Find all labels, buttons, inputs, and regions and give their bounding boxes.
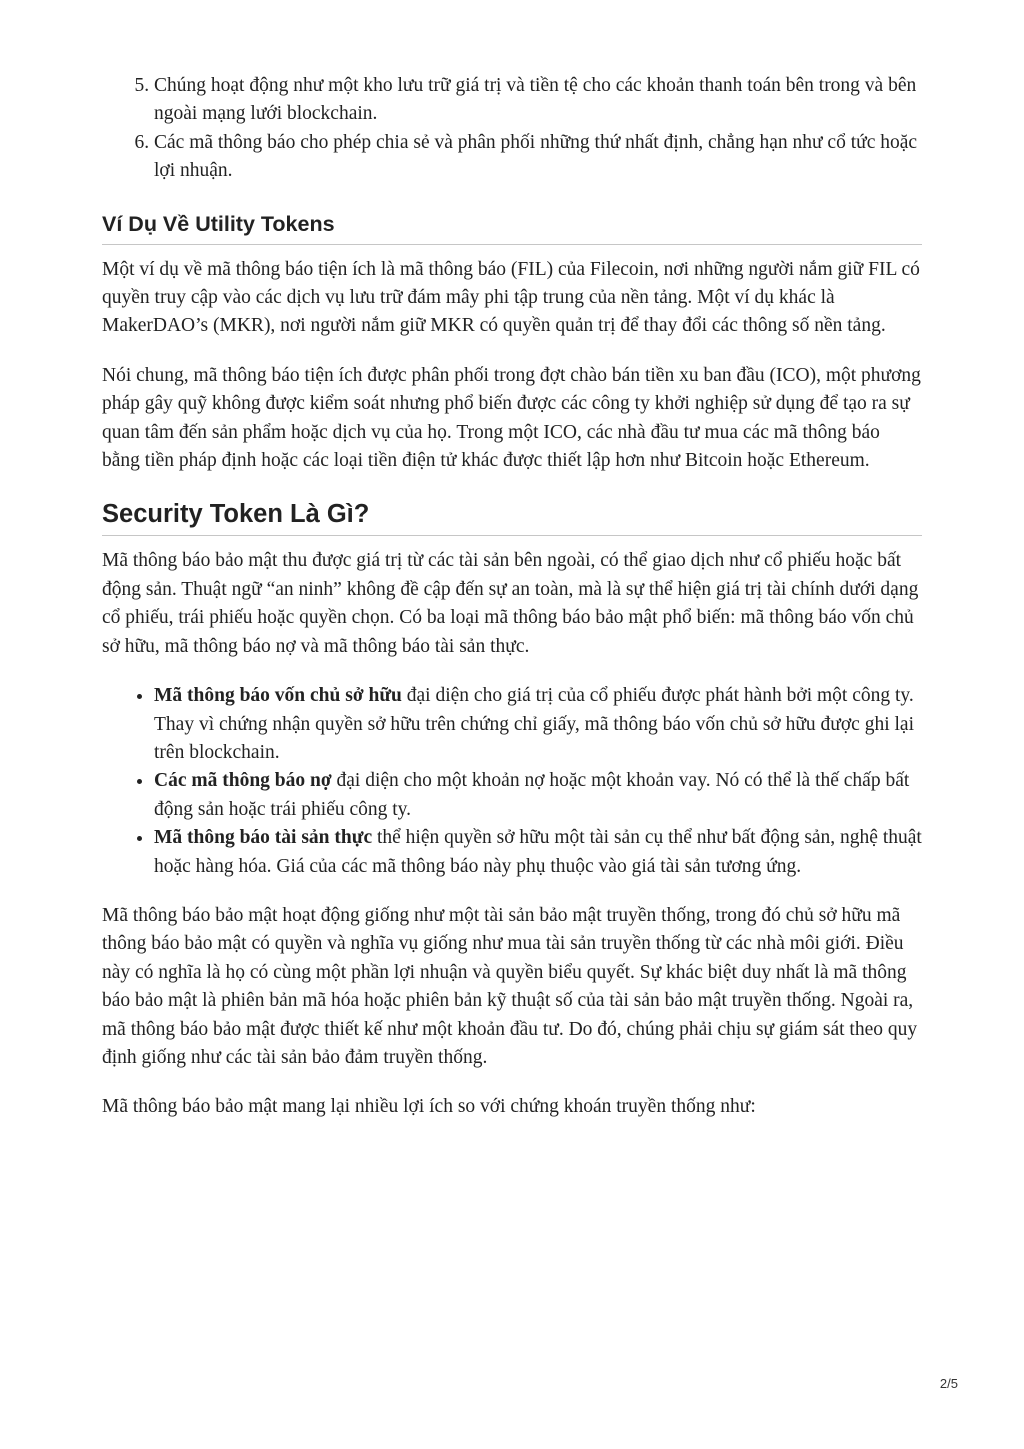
page-number: 2/5 [939,1376,958,1391]
list-item-debt [154,767,922,824]
heading-security-token: Security Token Là Gì? [102,497,922,536]
desc-real-asset: thể hiện quyền sở hữu một tài sản cụ thể như bất động sản, nghệ thuật hoặc hàng hóa. Giá của các mã thông báo này phụ thuộc vào giá tài sản tương ứng. [154,827,922,877]
list-item-real-asset [154,824,922,881]
paragraph-security-works: Mã thông báo bảo mật hoạt động giống như một tài sản bảo mật truyền thống, trong đó chủ sở hữu mã thông báo bảo mật có quyền và nghĩa vụ giống như mua tài sản truyền thống từ các nhà môi giới. Điều này có nghĩa là họ có cùng một phần lợi nhuận và quyền biểu quyết. Sự khác biệt duy nhất là mã thông báo bảo mật là phiên bản mã hóa hoặc phiên bản kỹ thuật số của tài sản bảo mật truyền thống. Ngoài ra, mã thông báo bảo mật được thiết kế như một khoản đầu tư. Do đó, chúng phải chịu sự giám sát theo quy định giống như các tài sản bảo đảm truyền thống. [102,904,918,1068]
term-equity: Mã thông báo vốn chủ sở hữu [154,685,402,707]
term-real-asset: Mã thông báo tài sản thực [154,827,373,849]
paragraph-utility-example: Một ví dụ về mã thông báo tiện ích là mã thông báo (FIL) của Filecoin, nơi những người nắm giữ FIL có quyền truy cập vào các dịch vụ lưu trữ đám mây phi tập trung của nền tảng. Một ví dụ khác là MakerDAO’s (MKR), nơi người nắm giữ MKR có quyền quản trị để thay đổi các thông số nền tảng. [102,258,920,337]
paragraph-security-benefits: Mã thông báo bảo mật mang lại nhiều lợi ích so với chứng khoán truyền thống như: [102,1096,756,1118]
heading-utility-examples: Ví Dụ Về Utility Tokens [102,209,922,245]
list-item-equity [154,682,922,767]
paragraph-security-intro: Mã thông báo bảo mật thu được giá trị từ các tài sản bên ngoài, có thể giao dịch như cổ phiếu hoặc bất động sản. Thuật ngữ “an ninh” không đề cập đến sự an toàn, mà là sự thể hiện giá trị tài chính dưới dạng cổ phiếu, trái phiếu hoặc quyền chọn. Có ba loại mã thông báo bảo mật phổ biến: mã thông báo vốn chủ sở hữu, mã thông báo nợ và mã thông báo tài sản thực. [102,550,919,657]
desc-equity: đại diện cho giá trị của cổ phiếu được phát hành bởi một công ty. Thay vì chứng nhận quyền sở hữu trên chứng chỉ giấy, mã thông báo vốn chủ sở hữu được ghi lại trên blockchain. [154,685,914,763]
paragraph-ico: Nói chung, mã thông báo tiện ích được phân phối trong đợt chào bán tiền xu ban đầu (ICO), một phương pháp gây quỹ không được kiểm soát nhưng phổ biến được các công ty khởi nghiệp sử dụng để tạo ra sự quan tâm đến sản phẩm hoặc dịch vụ của họ. Trong một ICO, các nhà đầu tư mua các mã thông báo bằng tiền pháp định hoặc các loại tiền điện tử khác được thiết lập hơn như Bitcoin hoặc Ethereum. [102,364,921,472]
desc-debt: đại diện cho một khoản nợ hoặc một khoản vay. Nó có thể là thế chấp bất động sản hoặc trái phiếu công ty. [154,770,910,820]
security-token-types-list [102,682,922,881]
term-debt: Các mã thông báo nợ [154,770,332,792]
list-item: 5. Chúng hoạt động như một kho lưu trữ giá trị và tiền tệ cho các khoản thanh toán bên trong và bên ngoài mạng lưới blockchain. [154,72,922,129]
list-item: 6. Các mã thông báo cho phép chia sẻ và phân phối những thứ nhất định, chẳng hạn như cổ tức hoặc lợi nhuận. [154,129,922,186]
numbered-list-top [102,72,922,186]
document-page [102,72,922,1122]
